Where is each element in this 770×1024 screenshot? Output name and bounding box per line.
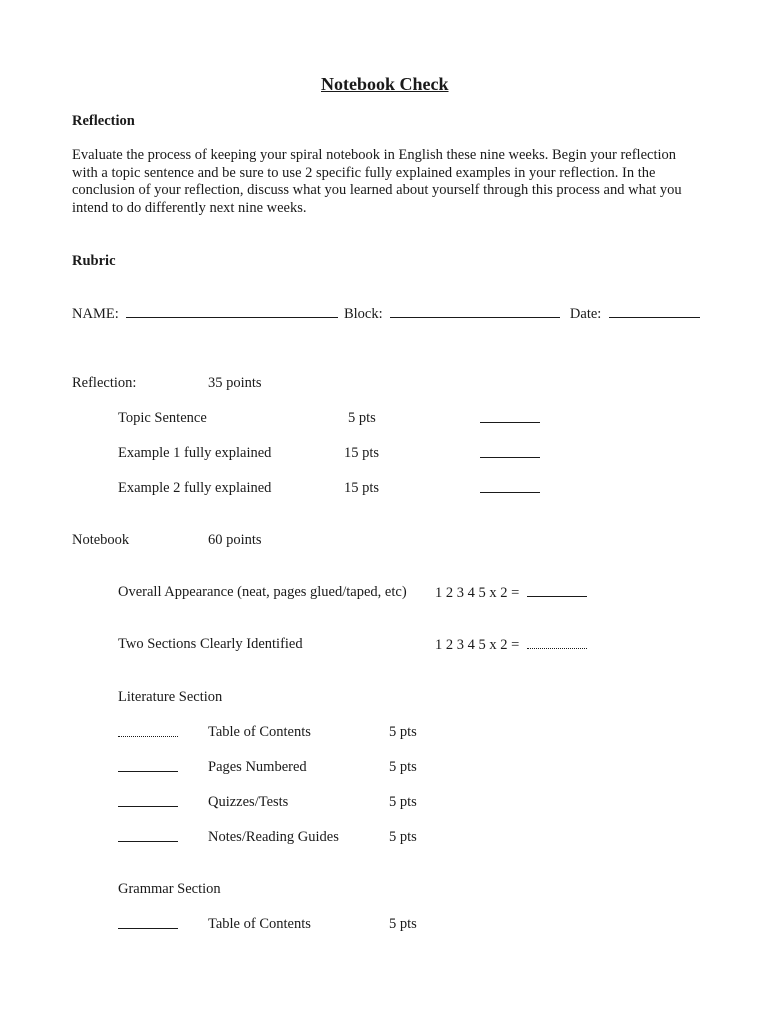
date-field[interactable] xyxy=(609,304,700,318)
reflection-section-points: 35 points xyxy=(208,375,262,391)
rubric-item-label: Topic Sentence xyxy=(118,410,207,426)
checklist-item-points: 5 pts xyxy=(389,724,417,740)
scored-item-row xyxy=(435,583,587,602)
literature-toc-score-field[interactable] xyxy=(118,723,178,737)
appearance-score-field[interactable] xyxy=(527,583,587,597)
name-label: NAME: xyxy=(72,306,119,322)
rubric-heading: Rubric xyxy=(72,253,116,269)
rubric-item-label: Example 1 fully explained xyxy=(118,445,272,461)
scored-item-label: Two Sections Clearly Identified xyxy=(118,636,303,652)
checklist-item-label: Pages Numbered xyxy=(208,759,307,775)
reflection-section-label: Reflection: xyxy=(72,375,137,391)
checklist-item-label: Table of Contents xyxy=(208,724,311,740)
checklist-item-points: 5 pts xyxy=(389,829,417,845)
page-title: Notebook Check xyxy=(321,74,449,94)
rubric-item-points: 5 pts xyxy=(348,410,376,426)
checklist-item-label: Quizzes/Tests xyxy=(208,794,289,810)
block-field[interactable] xyxy=(390,304,560,318)
name-field[interactable] xyxy=(126,304,338,318)
topic-sentence-score-field[interactable] xyxy=(480,409,540,423)
grammar-toc-score-field[interactable] xyxy=(118,915,178,929)
scored-item-label: Overall Appearance (neat, pages glued/taped, etc) xyxy=(118,584,407,600)
example-2-score-field[interactable] xyxy=(480,479,540,493)
checklist-item-points: 5 pts xyxy=(389,794,417,810)
checklist-item-points: 5 pts xyxy=(389,759,417,775)
block-label: Block: xyxy=(343,306,383,322)
grammar-section-heading: Grammar Section xyxy=(118,881,221,897)
example-1-score-field[interactable] xyxy=(480,444,540,458)
rubric-item-points: 15 pts xyxy=(344,480,380,496)
reflection-instructions: Evaluate the process of keeping your spiral notebook in English these nine weeks. Begin your reflection with a topic sentence and be sure to use 2 specific fully explained examples in your reflection. In the conclusion of your reflection, discuss what you learned about yourself through this process and what you intend to do differently next nine weeks. xyxy=(72,147,682,216)
header-fields-row xyxy=(72,304,700,323)
notebook-section-points: 60 points xyxy=(208,532,262,548)
checklist-item-label: Table of Contents xyxy=(208,916,311,932)
reflection-heading: Reflection xyxy=(72,113,135,129)
rubric-item-label: Example 2 fully explained xyxy=(118,480,272,496)
literature-notes-score-field[interactable] xyxy=(118,828,178,842)
literature-quizzes-score-field[interactable] xyxy=(118,793,178,807)
checklist-item-points: 5 pts xyxy=(389,916,417,932)
sections-score-field[interactable] xyxy=(527,635,587,649)
score-scale: 1 2 3 4 5 x 2 = xyxy=(435,585,520,601)
score-scale: 1 2 3 4 5 x 2 = xyxy=(435,637,520,653)
date-label: Date: xyxy=(569,306,602,322)
checklist-item-label: Notes/Reading Guides xyxy=(208,829,339,845)
rubric-item-points: 15 pts xyxy=(344,445,380,461)
scored-item-row xyxy=(435,635,587,654)
literature-pages-score-field[interactable] xyxy=(118,758,178,772)
notebook-section-label: Notebook xyxy=(72,532,130,548)
literature-section-heading: Literature Section xyxy=(118,689,223,705)
